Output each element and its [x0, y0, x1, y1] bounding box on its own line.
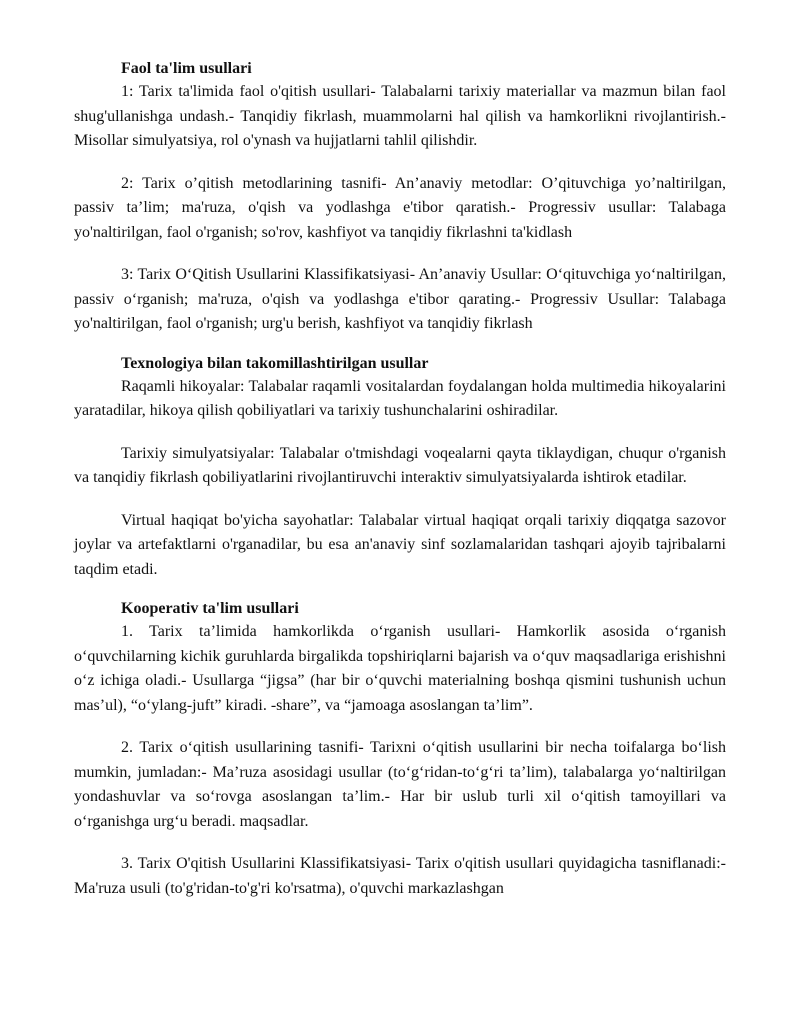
section-heading: Faol ta'lim usullari [121, 60, 252, 77]
paragraph: Virtual haqiqat bo'yicha sayohatlar: Talabalar virtual haqiqat orqali tarixiy diqqatga sazovor joylar va artefaktlarni o'rganadilar, bu esa an'anaviy sinf sozlamalaridan tashqari ajoyib tajribalarni taqdim etadi. [74, 511, 726, 578]
paragraph: 3. Tarix O'qitish Usullarini Klassifikatsiyasi- Tarix o'qitish usullari quyidagicha tasniflanadi:- Ma'ruza usuli (to'g'ridan-to'g'ri ko'rsatma), o'quvchi markazlashgan [74, 855, 726, 897]
paragraph: 2. Tarix o‘qitish usullarining tasnifi- Tarixni o‘qitish usullarini bir necha toifalarga bo‘lish mumkin, jumladan:- Ma’ruza asosidagi usullar (to‘g‘ridan-to‘g‘ri ta’lim), talabalarga yo‘naltirilgan yondashuvlar va so‘rovga asoslangan ta’lim.- Har bir uslub turli xil o‘qitish tamoyillari va o‘rganishga urg‘u beradi. maqsadlar. [74, 739, 726, 830]
section-texnologiya [74, 353, 726, 583]
section-kooperativ [74, 598, 726, 901]
paragraph: 3: Tarix O‘Qitish Usullarini Klassifikatsiyasi- An’anaviy Usullar: O‘qituvchiga yo‘naltirilgan, passiv o‘rganish; ma'ruza, o'qish va yodlashga e'tibor qarating.- Progressiv Usullar: Talabaga yo'naltirilgan, faol o'rganish; urg'u berish, kashfiyot va tanqidiy fikrlash [74, 266, 726, 332]
section-heading: Texnologiya bilan takomillashtirilgan usullar [121, 354, 429, 372]
section-faol [74, 58, 726, 337]
paragraph: 1: Tarix ta'limida faol o'qitish usullari- Talabalarni tarixiy materiallar va mazmun bilan faol shug'ullanishga undash.- Tanqidiy fikrlash, muammolarni hal qilish va hamkorlikni rivojlantirish.- Misollar simulyatsiya, rol o'ynash va hujjatlarni tahlil qilishdir. [74, 83, 726, 149]
document-page [74, 58, 726, 901]
section-heading: Kooperativ ta'lim usullari [121, 600, 299, 617]
paragraph: 1. Tarix ta’limida hamkorlikda o‘rganish usullari- Hamkorlik asosida o‘rganish o‘quvchilarning kichik guruhlarda birgalikda topshiriqlarni bajarish va o‘quv maqsadlariga erishishni o‘z ichiga oladi.- Usullarga “jigsa” (har bir o‘quvchi materialning boshqa qismini tushunish uchun mas’ul), “o‘ylang-juft” kiradi. -share”, va “jamoaga asoslangan ta’lim”. [74, 623, 726, 714]
paragraph: 2: Tarix o’qitish metodlarining tasnifi- An’anaviy metodlar: O’qituvchiga yo’naltirilgan, passiv ta’lim; ma'ruza, o'qish va yodlashga e'tibor qaratish.- Progressiv usullar: Talabaga yo'naltirilgan, faol o'rganish; so'rov, kashfiyot va tanqidiy fikrlashni ta'kidlash [74, 174, 726, 241]
paragraph: Raqamli hikoyalar: Talabalar raqamli vositalardan foydalangan holda multimedia hikoyalarini yaratadilar, hikoya qilish qobiliyatlari va tarixiy tushunchalarini oshiradilar. [74, 377, 726, 419]
paragraph: Tarixiy simulyatsiyalar: Talabalar o'tmishdagi voqealarni qayta tiklaydigan, chuqur o'rganish va tanqidiy fikrlash qobiliyatlarini rivojlantiruvchi interaktiv simulyatsiyalarda ishtirok etadilar. [74, 444, 726, 486]
